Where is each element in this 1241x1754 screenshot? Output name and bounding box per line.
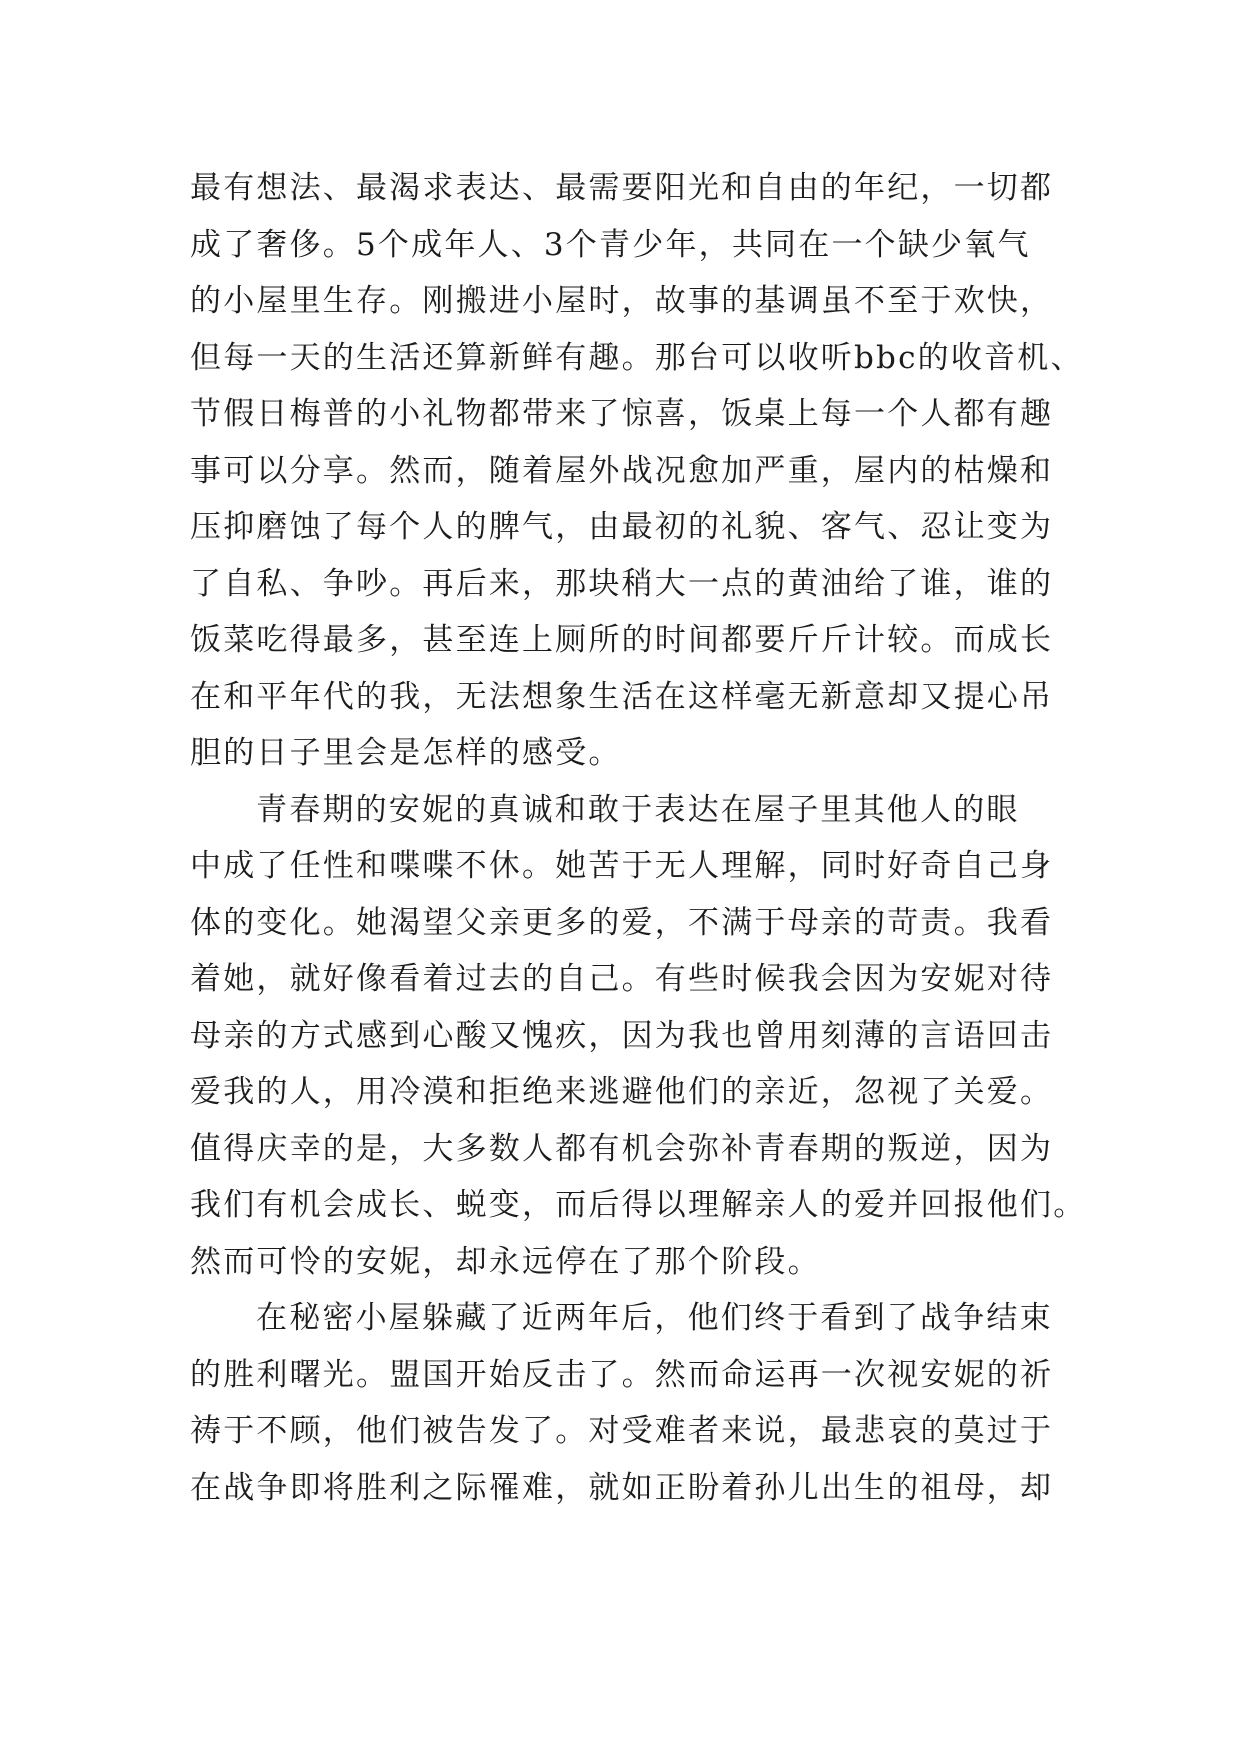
text-line: 我们有机会成长、蜕变，而后得以理解亲人的爱并回报他们。	[190, 1187, 1087, 1223]
text-line: 体的变化。她渴望父亲更多的爱，不满于母亲的苛责。我看	[190, 904, 1054, 941]
text-line: 然而可怜的安妮，却永远停在了那个阶段。	[190, 1243, 821, 1280]
text-line: 值得庆幸的是，大多数人都有机会弥补青春期的叛逆，因为	[190, 1130, 1054, 1167]
text-line: 祷于不顾，他们被告发了。对受难者来说，最悲哀的莫过于	[190, 1413, 1054, 1449]
text-line: 饭菜吃得最多，甚至连上厕所的时间都要斤斤计较。而成长	[190, 622, 1054, 658]
text-line: 了自私、争吵。再后来，那块稍大一点的黄油给了谁，谁的	[190, 565, 1054, 602]
text-line: 节假日梅普的小礼物都带来了惊喜，饭桌上每一个人都有趣	[190, 396, 1054, 432]
body-text	[190, 160, 1087, 1516]
text-line: 事可以分享。然而，随着屋外战况愈加严重，屋内的枯燥和	[190, 452, 1054, 489]
text-line: 爱我的人，用冷漠和拒绝来逃避他们的亲近，忽视了关爱。	[190, 1074, 1054, 1110]
text-line: 的胜利曙光。盟国开始反击了。然而命运再一次视安妮的祈	[190, 1356, 1054, 1393]
text-line: 着她，就好像看着过去的自己。有些时候我会因为安妮对待	[190, 961, 1054, 997]
text-line: 中成了任性和喋喋不休。她苦于无人理解，同时好奇自己身	[190, 848, 1054, 884]
paragraph-first-line: 在秘密小屋躲藏了近两年后，他们终于看到了战争结束	[256, 1300, 1053, 1336]
text-line: 母亲的方式感到心酸又愧疚，因为我也曾用刻薄的言语回击	[190, 1017, 1054, 1054]
text-line: 胆的日子里会是怎样的感受。	[190, 735, 622, 771]
text-line: 但每一天的生活还算新鲜有趣。那台可以收听bbc的收音机、	[190, 339, 1084, 376]
text-line: 在和平年代的我，无法想象生活在这样毫无新意却又提心吊	[190, 678, 1054, 715]
paragraph-first-line: 青春期的安妮的真诚和敢于表达在屋子里其他人的眼	[256, 791, 1020, 828]
text-line: 在战争即将胜利之际罹难，就如正盼着孙儿出生的祖母，却	[190, 1469, 1054, 1506]
text-line: 成了奢侈。5个成年人、3个青少年，共同在一个缺少氧气	[190, 226, 1031, 263]
text-line: 最有想法、最渴求表达、最需要阳光和自由的年纪，一切都	[190, 170, 1054, 206]
text-line: 的小屋里生存。刚搬进小屋时，故事的基调虽不至于欢快，	[190, 283, 1054, 319]
text-line: 压抑磨蚀了每个人的脾气，由最初的礼貌、客气、忍让变为	[190, 509, 1054, 545]
